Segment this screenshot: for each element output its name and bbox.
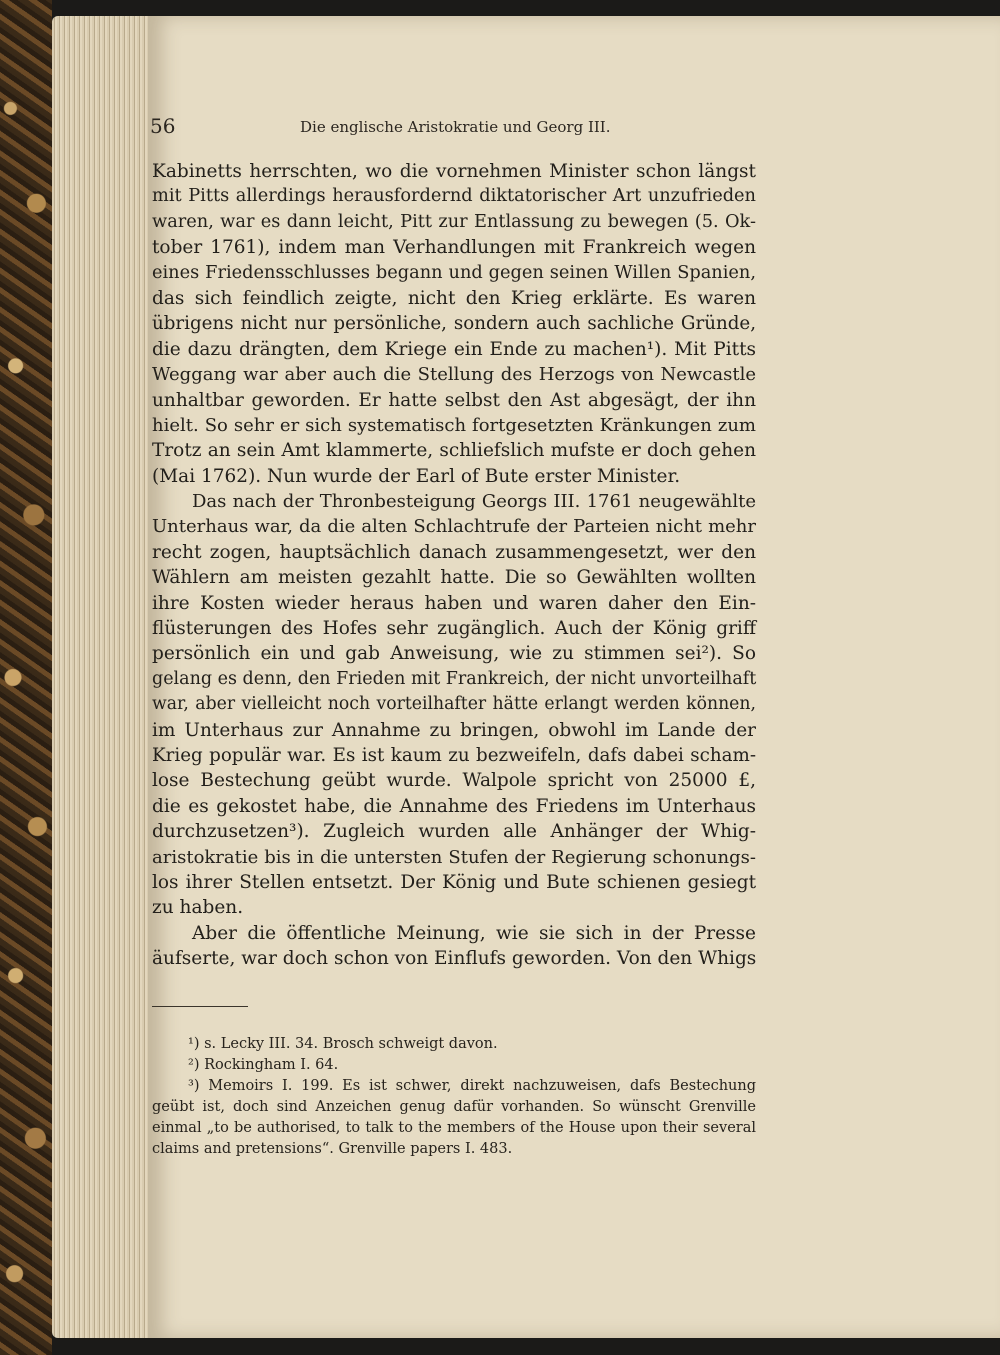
footnote-line: claims and pretensions“. Grenville papers I. 483. <box>152 1141 513 1157</box>
footnote-line: ¹) s. Lecky III. 34. Brosch schweigt davon. <box>188 1036 498 1052</box>
text-line: lose Bestechung geübt wurde. Walpole spricht von 25000 £, <box>152 770 756 792</box>
text-line: eines Friedensschlusses begann und gegen seinen Willen Spanien, <box>152 262 756 283</box>
text-line: die dazu drängten, dem Kriege ein Ende zu machen¹). Mit Pitts <box>152 338 756 360</box>
main-text <box>152 159 756 972</box>
page-number: 56 <box>150 114 176 138</box>
text-line: recht zogen, hauptsächlich danach zusammengesetzt, wer den <box>152 541 756 563</box>
text-line: mit Pitts allerdings herausfordernd diktatorischer Art unzufrieden <box>152 186 756 207</box>
running-title: Die englische Aristokratie und Georg III. <box>300 118 611 136</box>
text-line: Unterhaus war, da die alten Schlachtrufe der Parteien nicht mehr <box>152 516 756 538</box>
text-line: Wählern am meisten gezahlt hatte. Die so Gewählten wollten <box>152 567 756 589</box>
footnote-line: einmal „to be authorised, to talk to the members of the House upon their several <box>152 1120 756 1136</box>
text-line: tober 1761), indem man Verhandlungen mit Frankreich wegen <box>152 237 756 259</box>
footnote-line: geübt ist, doch sind Anzeichen genug dafür vorhanden. So wünscht Grenville <box>152 1099 756 1115</box>
marbled-book-edge <box>0 0 52 1355</box>
text-line: Weggang war aber auch die Stellung des Herzogs von Newcastle <box>152 364 756 386</box>
text-line: ihre Kosten wieder heraus haben und waren daher den Ein- <box>152 592 756 614</box>
text-line: Trotz an sein Amt klammerte, schliefslich mufste er doch gehen <box>152 440 756 462</box>
footnote-line: ³) Memoirs I. 199. Es ist schwer, direkt nachzuweisen, dafs Bestechung <box>188 1078 756 1094</box>
text-line: war, aber vielleicht noch vorteilhafter hätte erlangt werden können, <box>152 694 756 715</box>
footnote-rule <box>152 1006 248 1007</box>
text-line: Kabinetts herrschten, wo die vornehmen Minister schon längst <box>152 161 756 182</box>
text-line: (Mai 1762). Nun wurde der Earl of Bute erster Minister. <box>152 465 681 487</box>
text-line: hielt. So sehr er sich systematisch fortgesetzten Kränkungen zum <box>152 414 756 436</box>
text-line: äufserte, war doch schon von Einflufs geworden. Von den Whigs <box>152 948 757 970</box>
page-stack-edge <box>52 16 148 1338</box>
text-line: übrigens nicht nur persönliche, sondern auch sachliche Gründe, <box>152 313 756 335</box>
footnotes <box>152 1034 756 1160</box>
text-line: Das nach der Thronbesteigung Georgs III. 1761 neugewählte <box>192 491 756 513</box>
text-line: die es gekostet habe, die Annahme des Friedens im Unterhaus <box>152 795 756 817</box>
text-line: Aber die öffentliche Meinung, wie sie sich in der Presse <box>192 922 756 944</box>
text-line: Krieg populär war. Es ist kaum zu bezweifeln, dafs dabei scham- <box>152 744 756 766</box>
footnote-line: ²) Rockingham I. 64. <box>188 1057 339 1073</box>
text-line: waren, war es dann leicht, Pitt zur Entlassung zu bewegen (5. Ok- <box>152 211 756 232</box>
text-line: unhaltbar geworden. Er hatte selbst den Ast abgesägt, der ihn <box>152 389 756 411</box>
text-line: los ihrer Stellen entsetzt. Der König und Bute schienen gesiegt <box>152 871 756 893</box>
text-line: durchzusetzen³). Zugleich wurden alle Anhänger der Whig- <box>152 821 756 843</box>
text-line: flüsterungen des Hofes sehr zugänglich. Auch der König griff <box>152 618 756 640</box>
text-line: zu haben. <box>152 897 244 919</box>
text-line: das sich feindlich zeigte, nicht den Krieg erklärte. Es waren <box>152 287 756 309</box>
text-line: im Unterhaus zur Annahme zu bringen, obwohl im Lande der <box>152 719 756 741</box>
text-line: gelang es denn, den Frieden mit Frankreich, der nicht unvorteilhaft <box>152 668 757 689</box>
text-line: persönlich ein und gab Anweisung, wie zu stimmen sei²). So <box>152 643 756 665</box>
text-line: aristokratie bis in die untersten Stufen der Regierung schonungs- <box>152 846 756 868</box>
